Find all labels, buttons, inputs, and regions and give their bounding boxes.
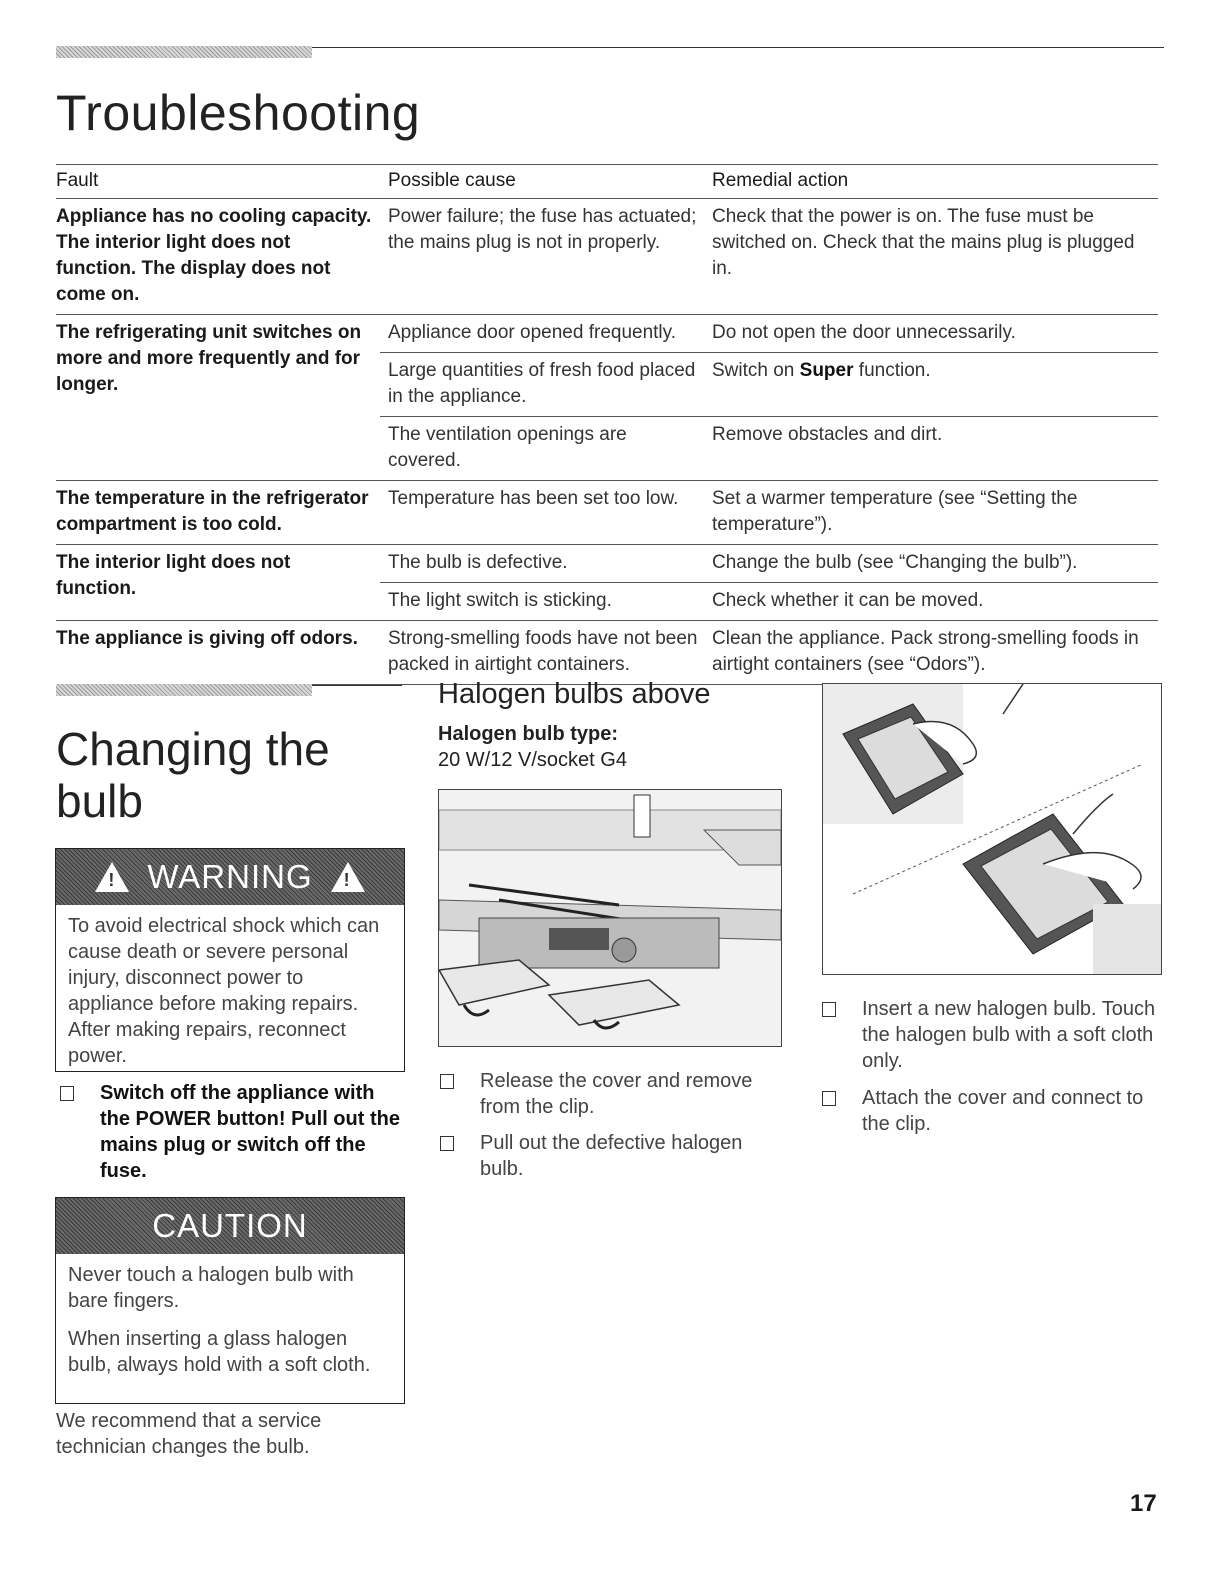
bulb-insert-drawing [823, 684, 1161, 974]
cause-cell: The light switch is sticking. [380, 583, 704, 621]
remedy-text: function. [853, 360, 931, 381]
warning-triangle-icon: ! [95, 862, 129, 892]
halogen-type-value: 20 W/12 V/socket G4 [438, 749, 627, 771]
caution-label: CAUTION [152, 1207, 308, 1244]
remedy-cell: Change the bulb (see “Changing the bulb”). [704, 545, 1158, 583]
step-release-cover [440, 1068, 780, 1120]
control-panel-illustration [438, 789, 782, 1047]
column-header-remedy: Remedial action [704, 165, 1158, 199]
caution-body [56, 1254, 404, 1384]
step-text: Switch off the appliance with the POWER button! Pull out the mains plug or switch off the fuse. [100, 1082, 400, 1182]
top-rule [312, 47, 1164, 48]
recommendation-text: We recommend that a service technician changes the bulb. [56, 1410, 322, 1458]
caution-paragraph: Never touch a halogen bulb with bare fingers. [68, 1264, 354, 1312]
remedy-cell: Check that the power is on. The fuse must be switched on. Check that the mains plug is plugged in. [704, 199, 1158, 315]
warning-label: WARNING [147, 858, 313, 895]
caution-paragraph: When inserting a glass halogen bulb, always hold with a soft cloth. [68, 1328, 371, 1376]
switch-off-step [60, 1080, 400, 1184]
cause-cell: The bulb is defective. [380, 545, 704, 583]
step-attach-cover [822, 1085, 1164, 1137]
checkbox-icon [822, 1002, 836, 1017]
section-marker [56, 684, 312, 696]
remedy-cell: Check whether it can be moved. [704, 583, 1158, 621]
step-text: Release the cover and remove from the clip. [480, 1070, 753, 1118]
checkbox-icon [440, 1074, 454, 1089]
troubleshooting-table [56, 164, 1158, 685]
warning-triangle-icon: ! [331, 862, 365, 892]
halogen-type-label: Halogen bulb type: [438, 723, 618, 745]
table-row [56, 315, 1158, 353]
halogen-title: Halogen bulbs above [438, 678, 711, 710]
warning-box [55, 848, 405, 1072]
control-panel-drawing [439, 790, 781, 1046]
caution-header [56, 1198, 404, 1254]
section-rule [312, 685, 402, 686]
caution-box [55, 1197, 405, 1404]
step-pull-bulb [440, 1130, 780, 1182]
table-row [56, 621, 1158, 685]
column-header-cause: Possible cause [380, 165, 704, 199]
fault-cell: The temperature in the refrigerator compartment is too cold. [56, 481, 380, 545]
checkbox-icon [60, 1086, 74, 1101]
checkbox-icon [440, 1136, 454, 1151]
super-function-label: Super [799, 360, 854, 381]
fault-cell: The interior light does not function. [56, 545, 380, 621]
cause-cell: The ventilation openings are covered. [380, 417, 704, 481]
warning-text: To avoid electrical shock which can cause death or severe personal injury, disconnect power to appliance before making repairs. After making repairs, reconnect power. [68, 915, 380, 1067]
column-header-fault: Fault [56, 165, 380, 199]
fault-cell: The appliance is giving off odors. [56, 621, 380, 685]
remedy-text: Switch on [712, 360, 800, 381]
fault-cell: Appliance has no cooling capacity. The interior light does not function. The display does not come on. [56, 199, 380, 315]
step-text: Attach the cover and connect to the clip. [862, 1087, 1144, 1135]
remedy-cell: Set a warmer temperature (see “Setting the temperature”). [704, 481, 1158, 545]
warning-header [56, 849, 404, 905]
remedy-cell: Do not open the door unnecessarily. [704, 315, 1158, 353]
checkbox-icon [822, 1091, 836, 1106]
changing-bulb-title: Changing the bulb [56, 723, 330, 827]
remedy-cell: Clean the appliance. Pack strong-smelling foods in airtight containers (see “Odors”). [704, 621, 1158, 685]
cause-cell: Strong-smelling foods have not been packed in airtight containers. [380, 621, 704, 685]
fault-cell: The refrigerating unit switches on more and more frequently and for longer. [56, 315, 380, 481]
table-row [56, 481, 1158, 545]
table-row [56, 199, 1158, 315]
troubleshooting-title: Troubleshooting [56, 85, 421, 141]
table-row [56, 545, 1158, 583]
section-marker [56, 46, 312, 58]
cause-cell: Temperature has been set too low. [380, 481, 704, 545]
cause-cell: Appliance door opened frequently. [380, 315, 704, 353]
page-number: 17 [1130, 1490, 1157, 1517]
remedy-cell: Remove obstacles and dirt. [704, 417, 1158, 481]
remedy-cell [704, 353, 1158, 417]
step-text: Pull out the defective halogen bulb. [480, 1132, 743, 1180]
step-insert-bulb [822, 996, 1164, 1074]
cause-cell: Power failure; the fuse has actuated; the mains plug is not in properly. [380, 199, 704, 315]
step-text: Insert a new halogen bulb. Touch the halogen bulb with a soft cloth only. [862, 998, 1156, 1072]
cause-cell: Large quantities of fresh food placed in the appliance. [380, 353, 704, 417]
bulb-insert-illustration [822, 683, 1162, 975]
